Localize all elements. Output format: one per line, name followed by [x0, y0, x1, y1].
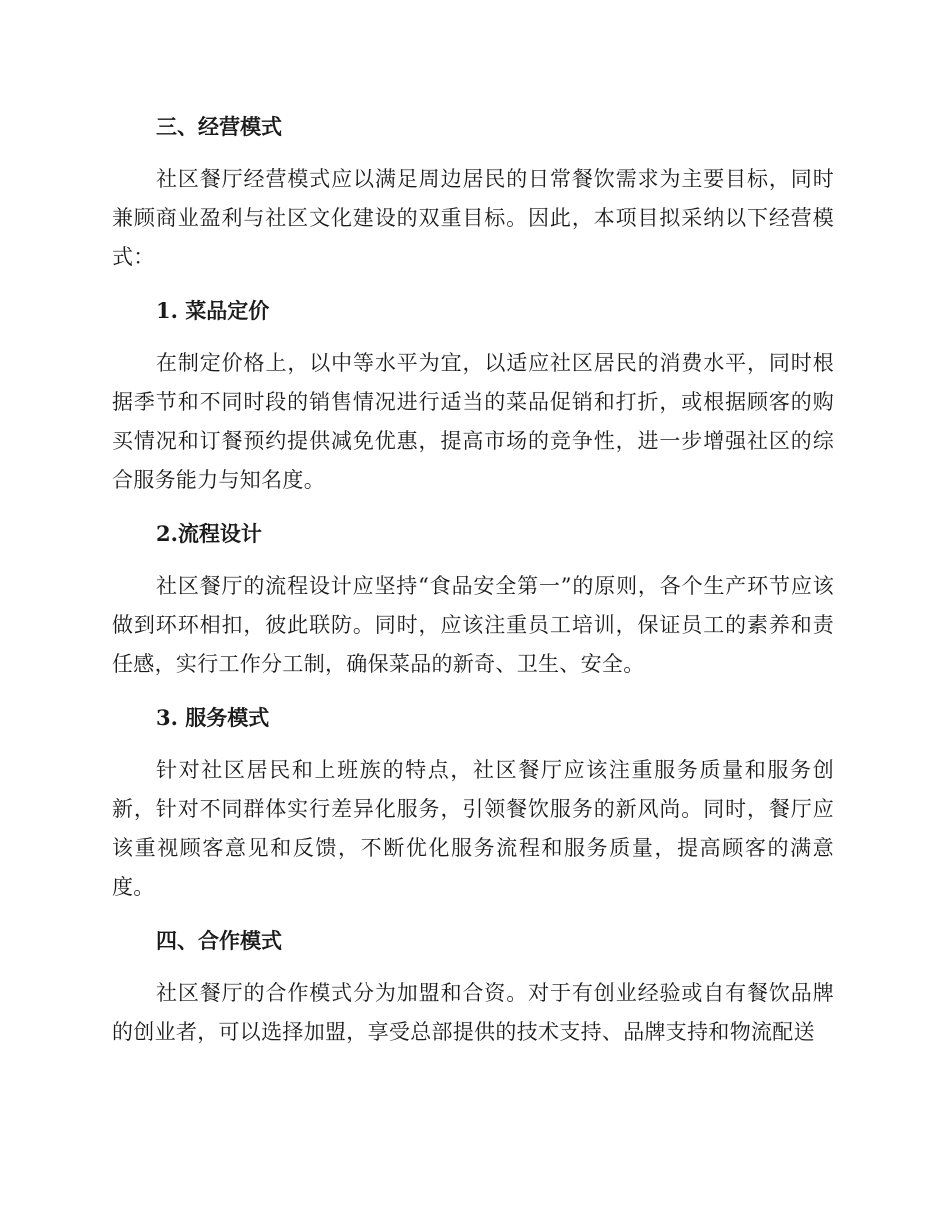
section-heading-business-model: 三、经营模式	[156, 114, 282, 139]
subheading-pricing: 1. 菜品定价	[156, 298, 270, 323]
section-heading-cooperation-model: 四、合作模式	[156, 928, 282, 953]
document-body	[112, 104, 834, 1063]
paragraph-pricing: 在制定价格上，以中等水平为宜，以适应社区居民的消费水平，同时根据季节和不同时段的销售情况进行适当的菜品促销和打折，或根据顾客的购买情况和订餐预约提供减免优惠，提高市场的竞争性，进一步增强社区的综合服务能力与知名度。	[112, 351, 834, 492]
subheading-process-design: 2.流程设计	[156, 521, 262, 546]
paragraph-business-model-intro: 社区餐厅经营模式应以满足周边居民的日常餐饮需求为主要目标，同时兼顾商业盈利与社区文化建设的双重目标。因此，本项目拟采纳以下经营模式：	[112, 167, 834, 269]
subheading-service-model: 3. 服务模式	[156, 705, 270, 730]
paragraph-cooperation-model: 社区餐厅的合作模式分为加盟和合资。对于有创业经验或自有餐饮品牌的创业者，可以选择加盟，享受总部提供的技术支持、品牌支持和物流配送	[112, 981, 834, 1044]
paragraph-service-model: 针对社区居民和上班族的特点，社区餐厅应该注重服务质量和服务创新，针对不同群体实行差异化服务，引领餐饮服务的新风尚。同时，餐厅应该重视顾客意见和反馈，不断优化服务流程和服务质量，提高顾客的满意度。	[112, 758, 834, 899]
paragraph-process-design: 社区餐厅的流程设计应坚持“食品安全第一”的原则，各个生产环节应该做到环环相扣，彼此联防。同时，应该注重员工培训，保证员工的素养和责任感，实行工作分工制，确保菜品的新奇、卫生、安全。	[112, 574, 834, 676]
